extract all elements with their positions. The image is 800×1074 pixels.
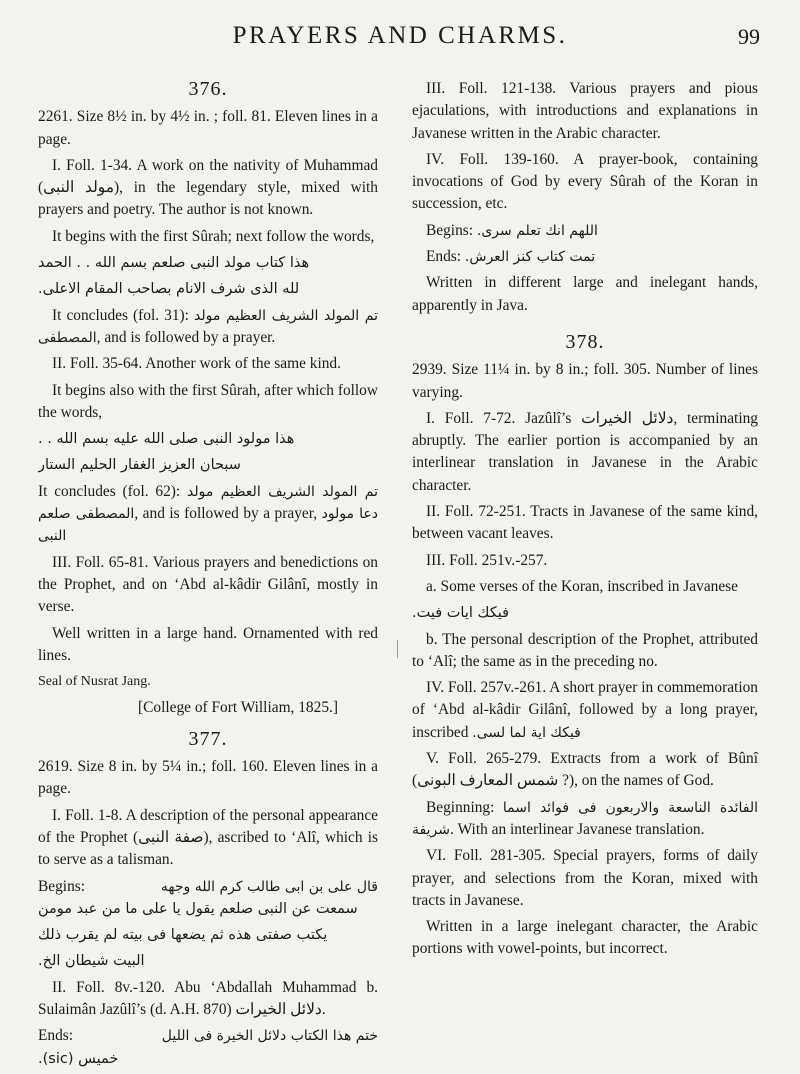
entry-376-arabic-opening [38,252,378,301]
concludes-end: , and is followed by a prayer, [134,505,318,523]
arabic-phrase: الفائدة الناسعة والاربعون فى فوائد اسما [502,799,758,816]
arabic-phrase: فيكك اية لما لسى. [472,724,581,741]
entry-378-part-6: VI. Foll. 281-305. Special prayers, forms of daily prayer, and selections from the Koran, mixed with tracts in Javanese. [412,847,758,909]
left-column [38,78,378,1074]
begins-text: It begins also with the first Sûrah, after which follow the words, [38,381,378,421]
entry-378-part-3a: a. Some verses of the Koran, inscribed in Javanese [426,577,738,595]
running-head [40,22,760,56]
column-divider [397,640,398,658]
entry-377-part-4: IV. Foll. 139-160. A prayer-book, containing invocations of God by every Sûrah of the Koran in succession, etc. [412,150,758,213]
entry-378-part-4 [412,677,758,744]
entry-378-part-5: V. Foll. 265-279. Extracts from a work of Bûnî (شمس المعارف البونى ?), on the names of God. [412,750,758,790]
entry-377-part-4-ends [412,246,758,268]
ends-label: Ends: [426,248,462,266]
begins-row [38,876,378,898]
begins-label: Begins: [38,877,86,895]
page-number: 99 [738,24,760,49]
entry-378-intro: 2939. Size 11¼ in. by 8 in.; foll. 305. Number of lines varying. [412,361,758,401]
arabic-line: لله الذى شرف الانام بصاحب المقام الاعلى. [38,281,300,298]
entry-378-hand: Written in a large inelegant character, the Arabic portions with vowel-points, but incorrect. [412,918,758,958]
entry-376-part-1: I. Foll. 1-34. A work on the nativity of Muhammad (مولد النبى), in the legendary style, mixed with prayers and poetry. The author is not known. [38,156,378,219]
entry-376-provenance: [College of Fort William, 1825.] [137,699,338,717]
entry-376-concludes [38,305,378,350]
arabic-line: هذا كتاب مولد النبى صلعم بسم الله . . الحمد [38,255,310,272]
entry-377-ends [38,1025,378,1070]
entry-377-part-1: I. Foll. 1-8. A description of the personal appearance of the Prophet (صفة النبى), ascribed to ‘Alî, which is to serve as a talisman. [38,806,378,869]
arabic-line: قال على بن ابى طالب كرم الله وجهه [160,878,378,895]
entry-376-arabic-part-2 [38,428,378,477]
entry-377-part-2: II. Foll. 8v.-120. Abu ‘Abdallah Muhammad b. Sulaimân Jazûlî’s (d. A.H. 870) دلائل الخيرات. [38,978,378,1018]
concludes-label: It concludes (fol. 62): [38,482,181,500]
entry-378-part-5-beginning [412,797,758,842]
arabic-phrase: اللهم انك تعلم سرى. [476,222,598,239]
entry-377-part-4-begins [412,220,758,242]
begins-label: Begins: [426,221,474,239]
entry-number-377: 377. [188,727,228,750]
entry-378-part-2: II. Foll. 72-251. Tracts in Javanese of the same kind, between vacant leaves. [412,503,758,543]
beginning-label: Beginning: [426,798,495,816]
entry-376-part-2-begins [38,380,378,425]
right-column [412,78,758,965]
arabic-line: سمعت عن النبى صلعم يقول يا على ما من عبد مومن [38,900,358,917]
ends-row [38,1025,378,1047]
running-title: PRAYERS AND CHARMS. [232,22,568,49]
entry-376-hand: Well written in a large hand. Ornamented with red lines. [38,624,378,664]
entry-number-376: 376. [188,78,228,100]
arabic-phrase: تم المولد الشريف العظيم مولد المصطفى [38,307,378,346]
ends-label: Ends: [38,1027,74,1045]
entry-376-begins-text: It begins with the first Sûrah; next follow the words, [52,227,375,245]
entry-376-part-2: II. Foll. 35-64. Another work of the same kind. [52,355,341,373]
arabic-phrase: تمت كتاب كنز العرش. [464,249,596,266]
entry-number-378: 378. [565,330,605,353]
entry-376-seal: Seal of Nusrat Jang. [38,674,151,690]
arabic-line: خميس (sic). [38,1050,119,1067]
part-4-text: IV. Foll. 257v.-261. A short prayer in commemoration of ‘Abd al-kâdir Gilânî, followed by a long prayer, inscribed [412,679,758,741]
entry-378-part-3: III. Foll. 251v.-257. [426,551,548,569]
arabic-phrase: دعا مولود النبى [38,506,379,545]
entry-378-part-1: I. Foll. 7-72. Jazûlî’s دلائل الخيرات, terminating abruptly. The earlier portion is accompanied by an interlinear translation in Javanese in the Arabic character. [412,409,758,494]
arabic-line: يكتب صفتى هذه ثم يضعها فى بيته لم يقرب ذلك [38,927,328,944]
arabic-line: هذا مولود النبى صلى الله عليه بسم الله . . [38,431,295,448]
entry-378-part-3b: b. The personal description of the Prophet, attributed to ‘Alî; the same as in the preceding no. [412,630,758,670]
arabic-line: فيكك ايات فيت. [412,605,510,622]
entry-377-hand: Written in different large and inelegant hands, apparently in Java. [412,274,758,314]
arabic-line: البيت شيطان الخ. [38,953,145,970]
arabic-line: ختم هذا الكتاب دلائل الخيرة فى الليل [161,1028,378,1045]
entry-376-part-3: III. Foll. 65-81. Various prayers and benedictions on the Prophet, and on ‘Abd al-kâdir Gilânî, mostly in verse. [38,553,378,616]
concludes-end: , and is followed by a prayer. [96,328,276,346]
entry-376-begins [38,226,378,248]
arabic-phrase: شريفة [412,821,450,838]
beginning-end: . With an interlinear Javanese translation. [449,820,705,838]
concludes-label: It concludes (fol. 31): [52,306,189,324]
arabic-line: سبحان العزيز الغفار الحليم الستار [38,457,241,474]
arabic-phrase: تم المولد الشريف العظيم مولد المصطفى صلعم [38,483,378,523]
entry-377-part-3: III. Foll. 121-138. Various prayers and pious ejaculations, with introductions and explanations in Javanese written in the Arabic character. [412,80,758,142]
entry-376-intro: 2261. Size 8½ in. by 4½ in. ; foll. 81. Eleven lines in a page. [38,108,378,148]
entry-376-part-2-concludes [38,481,378,548]
entry-377-begins [38,876,378,973]
entry-377-intro: 2619. Size 8 in. by 5¼ in.; foll. 160. Eleven lines in a page. [38,758,378,798]
